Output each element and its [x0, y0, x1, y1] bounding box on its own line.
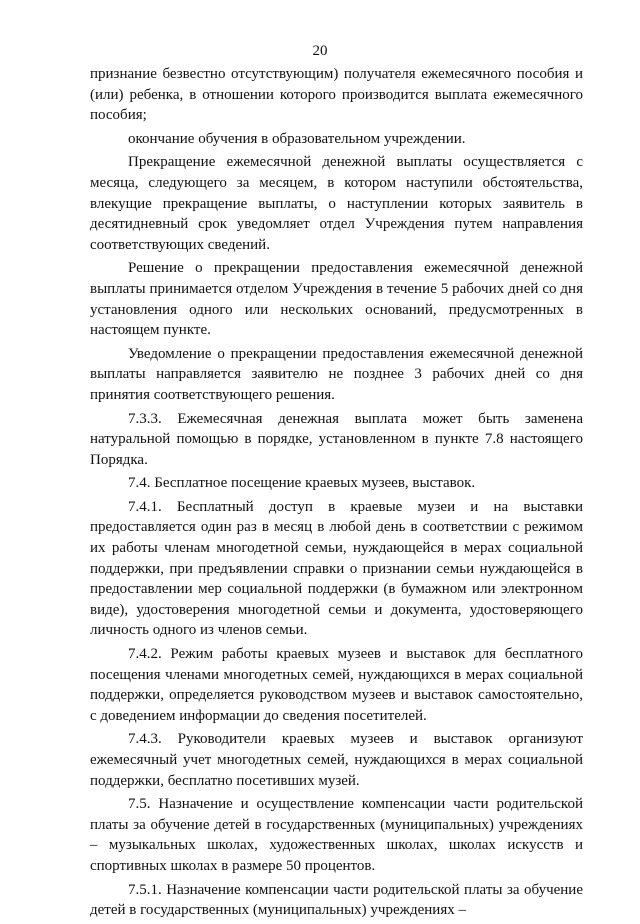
- paragraph: Решение о прекращении предоставления ежемесячной денежной выплаты принимается отделом Учреждения в течение 5 рабочих дней со дня установления одного или нескольких оснований, предусмотренных в настоящем пункте.: [90, 260, 583, 339]
- page-number: 20: [312, 43, 328, 59]
- paragraph: Прекращение ежемесячной денежной выплаты осуществляется с месяца, следующего за месяцем, в котором наступили обстоятельства, влекущие прекращение выплаты, о наступлении которых заявитель в десятидневный срок уведомляет отдел Учреждения путем направления соответствующих сведений.: [90, 154, 583, 253]
- paragraph-7-4-2: 7.4.2. Режим работы краевых музеев и выставок для бесплатного посещения членами многодетных семей, нуждающихся в мерах социальной поддержки, определяется руководством музеев и выставок самостоятельно, с доведением информации до сведения посетителей.: [90, 646, 583, 724]
- document-body: [90, 64, 583, 924]
- paragraph-continuation: признание безвестно отсутствующим) получателя ежемесячного пособия и (или) ребенка, в отношении которого производится выплата ежемесячного пособия;: [90, 66, 583, 124]
- section-heading-7-4: 7.4. Бесплатное посещение краевых музеев, выставок.: [128, 475, 476, 492]
- paragraph-7-4-3: 7.4.3. Руководители краевых музеев и выставок организуют ежемесячный учет многодетных семей, нуждающихся в мерах социальной поддержки, бесплатно посетивших музей.: [90, 731, 583, 789]
- paragraph-7-4-1: 7.4.1. Бесплатный доступ в краевые музеи и на выставки предоставляется один раз в месяц в любой день в соответствии с режимом их работы членам многодетной семьи, нуждающейся в мерах социальной поддержки, при предъявлении справки о признании семьи нуждающейся в предоставлении мер социальной поддержки (в бумажном или электронном виде), удостоверения многодетной семьи и документа, удостоверяющего личность одного из членов семьи.: [90, 498, 583, 639]
- paragraph: Уведомление о прекращении предоставления ежемесячной денежной выплаты направляется заявителю не позднее 3 рабочих дней со дня принятия соответствующего решения.: [90, 345, 583, 403]
- paragraph-7-5-1: 7.5.1. Назначение компенсации части родительской платы за обучение детей в государственных (муниципальных) учреждениях –: [90, 881, 583, 919]
- paragraph-7-3-3: 7.3.3. Ежемесячная денежная выплата может быть заменена натуральной помощью в порядке, установленном в пункте 7.8 настоящего Порядка.: [90, 410, 583, 468]
- paragraph: окончание обучения в образовательном учреждении.: [128, 130, 466, 147]
- section-heading-7-5: 7.5. Назначение и осуществление компенсации части родительской платы за обучение детей в государственных (муниципальных) учреждениях – музыкальных школах, художественных школах, школах искусств и спортивных школах в размере 50 процентов.: [90, 796, 583, 874]
